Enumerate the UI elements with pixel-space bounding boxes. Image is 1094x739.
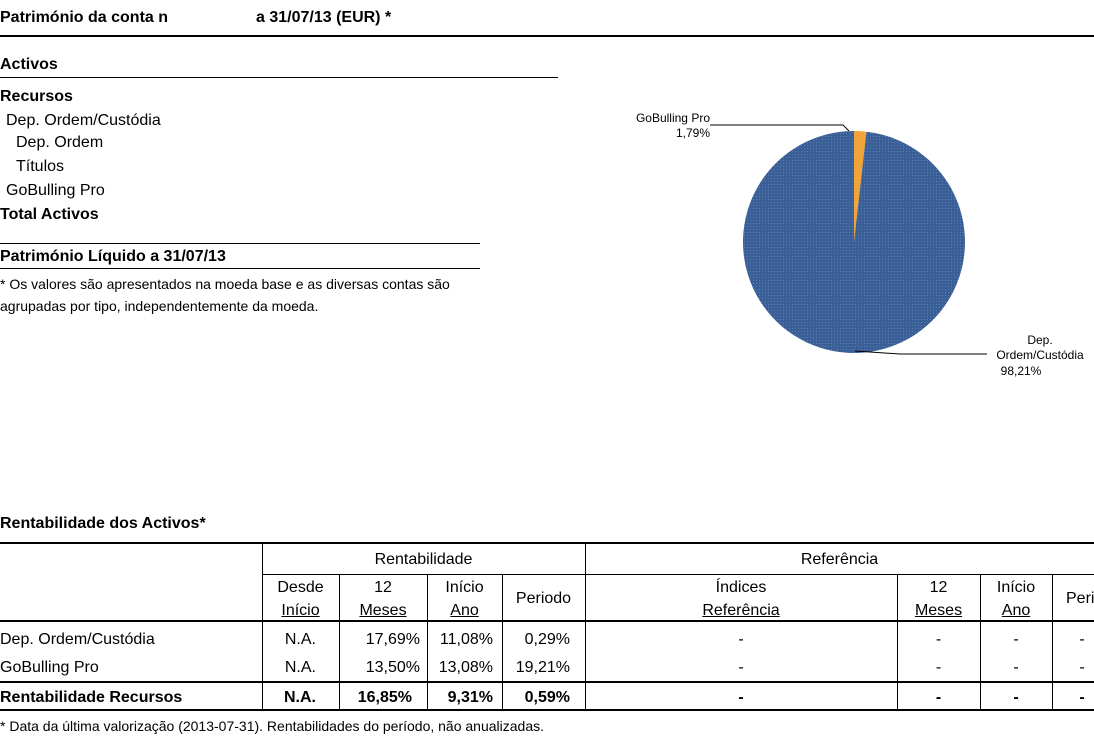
col-header-text: 12 — [374, 579, 392, 596]
net-worth-bottom-rule — [0, 268, 480, 269]
col-header-text: Meses — [359, 602, 407, 619]
group-header-referencia: Referência — [800, 551, 879, 568]
assets-rule — [0, 77, 558, 78]
cell-desde: N.A. — [284, 659, 316, 676]
performance-footnote: * Data da última valorização (2013-07-31). Rentabilidades do período, não anualizadas. — [0, 718, 545, 734]
cell-ref-ano: - — [1013, 659, 1019, 676]
resources-label: Recursos — [0, 88, 73, 105]
col-header-text: 12 — [929, 579, 948, 596]
col-header-12-meses — [339, 576, 427, 622]
cell-ref-ano: - — [1013, 631, 1019, 648]
total-ref-12: - — [935, 689, 942, 706]
col-header-text: Meses — [914, 602, 963, 619]
pie-label-dep-line2: Ordem/Custódia — [996, 348, 1084, 362]
performance-title: Rentabilidade dos Activos* — [0, 515, 206, 532]
cell-inicio-ano: 11,08% — [439, 631, 493, 648]
cell-ref-periodo: - — [1079, 659, 1085, 676]
row-name: Dep. Ordem/Custódia — [0, 631, 155, 648]
asset-item-titulos: Títulos — [16, 158, 65, 175]
cell-indice: - — [738, 631, 744, 648]
col-header-text: Início — [281, 602, 320, 619]
total-indice: - — [738, 689, 744, 706]
col-header-ref-periodo: Peri — [1066, 590, 1094, 607]
col-header-desde-inicio — [262, 576, 339, 622]
cell-inicio-ano: 13,08% — [438, 659, 493, 676]
allocation-pie-chart — [600, 100, 1094, 390]
col-header-text: Início — [445, 579, 484, 596]
cell-12-meses: 17,69% — [365, 631, 420, 648]
cell-ref-12: - — [935, 631, 942, 648]
cell-periodo: 19,21% — [515, 659, 570, 676]
cell-periodo: 0,29% — [524, 631, 570, 648]
pie-slice-dep-ordem-cust-dia — [743, 131, 965, 353]
total-row-name: Rentabilidade Recursos — [0, 689, 183, 706]
group-header-rentabilidade: Rentabilidade — [374, 551, 473, 568]
page-title-left: Património da conta n — [0, 9, 169, 26]
pie-label-dep-value: 98,21% — [1000, 364, 1042, 378]
cell-indice: - — [738, 659, 744, 676]
col-header-text: Início — [996, 579, 1036, 596]
table-top-rule — [0, 542, 1094, 544]
col-header-periodo: Periodo — [515, 590, 572, 607]
col-header-text: Referência — [702, 602, 780, 619]
col-header-text: Índices — [715, 579, 767, 596]
header-rule — [0, 35, 1094, 37]
col-header-indices-referencia — [585, 576, 897, 622]
leader-line-gobulling — [710, 125, 849, 131]
col-header-text: Ano — [1001, 602, 1031, 619]
page-title-right: a 31/07/13 (EUR) * — [256, 9, 392, 26]
cell-desde: N.A. — [284, 631, 316, 648]
net-worth-top-rule — [0, 243, 480, 244]
currency-note: * Os valores são apresentados na moeda base e as diversas contas são agrupadas por tipo, independentemente da moeda. — [0, 276, 450, 314]
asset-item-gobulling-pro: GoBulling Pro — [6, 182, 105, 199]
assets-title: Activos — [0, 56, 58, 73]
row-name: GoBulling Pro — [0, 659, 99, 676]
performance-table — [0, 542, 1094, 712]
table-group-rule — [262, 574, 1094, 575]
cell-12-meses: 13,50% — [365, 659, 420, 676]
col-header-ref-12-meses — [897, 576, 980, 622]
total-inicio-ano: 9,31% — [447, 689, 493, 706]
col-header-inicio-ano — [427, 576, 502, 622]
cell-ref-periodo: - — [1079, 631, 1085, 648]
pie-label-gobulling-value: 1,79% — [675, 126, 710, 140]
leader-line-dep-ordem — [855, 351, 987, 354]
pie-label-dep-line1: Dep. — [1027, 333, 1053, 347]
col-header-text: Ano — [450, 602, 479, 619]
total-periodo: 0,59% — [524, 689, 570, 706]
col-header-ref-inicio-ano — [980, 576, 1052, 622]
table-bottom-rule — [0, 709, 1094, 711]
total-12-meses: 16,85% — [357, 689, 412, 706]
cell-ref-12: - — [935, 659, 942, 676]
total-assets-label: Total Activos — [0, 206, 99, 223]
pie-label-gobulling-name: GoBulling Pro — [635, 111, 710, 125]
total-ref-periodo: - — [1079, 689, 1085, 706]
asset-item-dep-ordem: Dep. Ordem — [16, 134, 104, 151]
asset-item-dep-ordem-custodia: Dep. Ordem/Custódia — [6, 112, 161, 129]
table-total-top-rule — [0, 681, 1094, 683]
total-desde: N.A. — [284, 689, 316, 706]
total-ref-ano: - — [1013, 689, 1019, 706]
col-header-text: Desde — [277, 579, 324, 596]
net-worth-label: Património Líquido a 31/07/13 — [0, 248, 226, 265]
